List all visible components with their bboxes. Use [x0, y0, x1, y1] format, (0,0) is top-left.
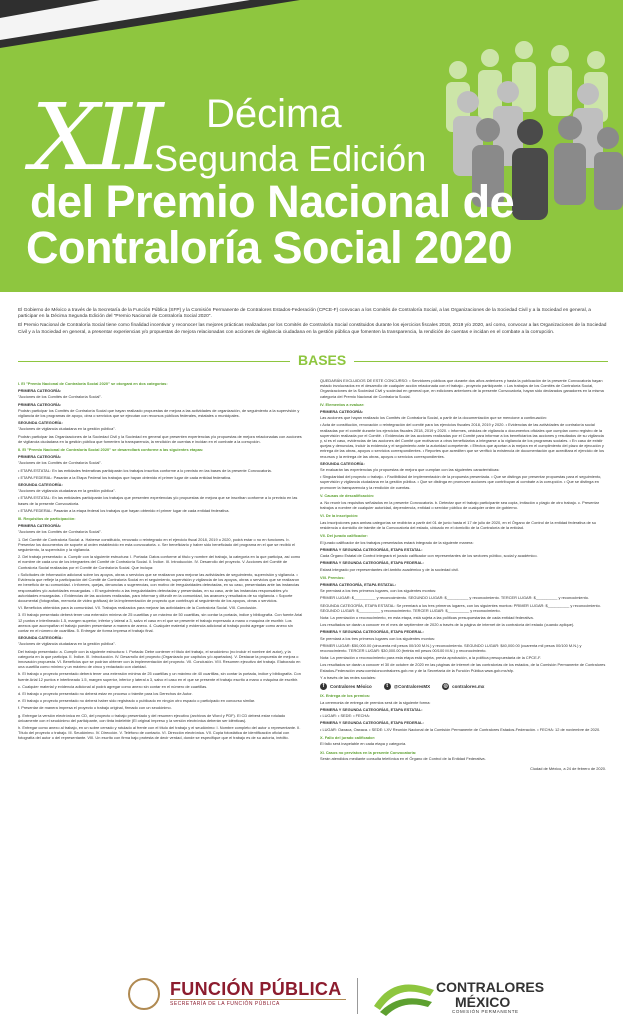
paragraph: PRIMER LUGAR: $50,000.00 (cincuenta mil pesos 00/100 M.N.) y reconocimiento. SEGUNDO LUGAR: $40,000.00 (cuarenta mil pesos 00/100 M.N.) y reconocimiento. TERCER LUGAR: $30,000.00 (treinta mil pesos 00/100 M.N.) y reconocimiento.	[320, 642, 582, 654]
section-heading: X. Fallo del jurado calificador:	[320, 734, 376, 740]
section-heading: XI. Casos no previstos en la presente Convocatoria:	[320, 749, 417, 755]
paragraph: Se premiará a los tres primeros lugares, con los siguientes montos:	[320, 588, 437, 594]
category-heading: PRIMERA Y SEGUNDA CATEGORÍAS, ETAPA ESTATAL:	[320, 546, 423, 552]
funcion-publica-subtitle: SECRETARÍA DE LA FUNCIÓN PÚBLICA	[170, 1001, 280, 1007]
paragraph: d. El trabajo o proyecto presentado no deberá estar en proceso o trámite para los Derechos de Autor.	[18, 690, 193, 696]
paragraph: • ETAPA FEDERAL: Pasarán a la etapa federal los trabajos que hayan obtenido el primer lugar de cada entidad federativa.	[18, 507, 230, 513]
social-label: @ContraloresMX	[393, 683, 431, 689]
category-heading: PRIMERA CATEGORÍA, ETAPA ESTATAL:	[320, 582, 397, 587]
section-heading: IX. Entrega de los premios:	[320, 693, 371, 699]
category-heading: PRIMERA CATEGORÍA:	[18, 454, 62, 460]
paragraph: Los resultados se darán a conocer el 30 de octubre de 2020 en las páginas de internet de las contralorías de los estados, de la Comisión Permanente de Contralores Estados-Federación www.comisioncontralores.gob.mx y de la Secretaría de la Función Pública www.gob.mx/sfp.	[320, 662, 606, 673]
section-heading: II. El "Premio Nacional de Contraloría Social 2020" se desarrollará conforme a las siguientes etapas:	[18, 447, 204, 453]
paragraph: QUEDARÁN EXCLUIDOS DE ESTE CONCURSO: • Servidores públicos que durante dos años anteriores y hasta la publicación de la presente Convocatoria hayan estado involucrados en el desarrollo de cualquier acción relacionada con el trabajo - proyecto participante. • Los trabajos de los Comités de Contraloría Social, Organizaciones de la Sociedad Civil y sociedad en general que, en ediciones anteriores de la presente Convocatoria, hayan sido declarados ganadores en la misma categoría del Premio Nacional de Contraloría Social.	[320, 378, 604, 399]
bases-title: BASES	[290, 352, 354, 368]
category-heading: PRIMERA Y SEGUNDA CATEGORÍAS, ETAPA FEDERAL:	[320, 629, 424, 635]
corner-decoration-dark	[0, 0, 100, 18]
paragraph: "Acciones de los Comités de Contraloría Social".	[18, 394, 102, 400]
paragraph: g. Entregar la versión electrónica en CD, del proyecto o trabajo presentado y del resumen ejecutivo (archivos de Word y PDF). El CD deberá estar rotulado únicamente con el seudónimo del participante, con tinta indeleble (El original impreso y la versión electrónica deberán ser idénticas).	[18, 712, 286, 723]
title-line-2: Segunda Edición	[154, 138, 427, 179]
category-heading: PRIMERA CATEGORÍA:	[18, 523, 62, 529]
funcion-publica-logo-text: FUNCIÓN PÚBLICA	[170, 979, 342, 999]
category-heading: SEGUNDA CATEGORÍA:	[18, 420, 63, 426]
paragraph: El jurado calificador de los trabajos presentados estará integrado de la siguiente manera:	[320, 539, 474, 545]
paragraph: Del trabajo presentado: a. Cumplir con la siguiente estructura: I. Portada: Debe contener el título del trabajo, el seudónimo (no incluir el nombre del autor), y la categoría en la que participa. II. Índice. III. Introducción. IV. Desarrollo del proyecto (Organizado por capítulos y/o apartados). V. Destacar la propuesta de mejora o innovación propuesta. VI. Beneficios que se podrían obtener con la implementación del proyecto. VII. Conclusión. VIII. Resumen ejecutivo del trabajo. Elaborado en una cuartilla como mínimo y un máximo de cinco y redactado con claridad.	[18, 648, 301, 670]
paragraph: "Acciones de vigilancia ciudadana en la gestión pública".	[18, 488, 116, 494]
category-heading: SEGUNDA CATEGORÍA:	[18, 635, 63, 641]
category-heading: SEGUNDA CATEGORÍA:	[320, 460, 365, 466]
paragraph: "Acciones de los Comités de Contraloría Social".	[18, 460, 102, 466]
paragraph: Estará integrado por representantes del ámbito académico y de la sociedad civil.	[320, 566, 460, 572]
title-line-3: del Premio Nacional de	[30, 176, 515, 227]
title-line-4: Contraloría Social 2020	[26, 222, 513, 273]
paragraph: Los resultados se darán a conocer en el mes de septiembre de 2020 a través de la página de internet de la contraloría del estado (cuando aplique).	[320, 622, 575, 628]
paragraph: f. Presentar de manera impresa el proyecto o trabajo original, firmado con un seudónimo.	[18, 705, 172, 711]
paragraph: SEGUNDA CATEGORÍA, ETAPA ESTATAL: Se premiará a los tres primeros lugares, con los siguientes montos: PRIMER LUGAR: $__________ y reconocimiento. SEGUNDO LUGAR: $__________ y reconocimiento. TERCER LUGAR: $__________ y reconocimiento.	[320, 602, 601, 613]
paragraph: "Acciones de vigilancia ciudadana en la gestión pública".	[18, 641, 116, 647]
logo-divider	[170, 999, 346, 1000]
intro-paragraph-1: El Gobierno de México a través de la Secretaría de la Función Pública (SFP) y la Comisión Permanente de Contralores Estados-Federación (CPCE-F) convocan a los Comités de Contraloría Social, a las Organizaciones de la Sociedad Civil y a la Sociedad en general, a participar en la Décima Segunda Edición del "Premio Nacional de Contraloría Social 2020".	[18, 308, 591, 320]
social-link[interactable]	[320, 683, 372, 690]
intro-paragraph-2: El Premio Nacional de Contraloría Social tiene como finalidad incentivar y reconocer las mejores prácticas realizadas por los Comités de Contraloría Social constituidos durante los ejercicios fiscales 2018, 2019 y/o 2020, así como, convocar a las Organizaciones de la Sociedad Civil y a la Sociedad en general, a presentar experiencias y/o propuestas de mejora relacionadas con acciones de vigilancia ciudadana en la gestión pública que fomenten la transparencia, la rendición de cuentas e incidan en el combate a la corrupción.	[18, 323, 607, 335]
contralores-swoosh-icon	[370, 976, 440, 1016]
paragraph: • LUGAR: Oaxaca, Oaxaca. • SEDE: LXV Reunión Nacional de la Comisión Permanente de Contralores Estados-Federación. • FECHA: 12 de noviembre de 2020.	[320, 726, 601, 732]
social-link[interactable]	[442, 683, 484, 690]
paragraph: Se premiará a los tres primeros lugares con los siguientes montos:	[320, 635, 436, 641]
paragraph: a. No reunir los requisitos señalados en la presente Convocatoria. b. Detectar que el trabajo participante sea copia, imitación o plagio de otro trabajo. c. Presentar trabajos a nombre de cualquier autoridad, dependencia, entidad o servidor público de cualquier orden de gobierno.	[320, 499, 599, 510]
right-column	[320, 378, 606, 771]
section-heading: IV. Elementos a evaluar:	[320, 401, 365, 407]
paragraph: La ceremonia de entrega de premios será de la siguiente forma:	[320, 699, 431, 705]
bases-header	[18, 354, 608, 368]
section-heading: III. Requisitos de participación:	[18, 516, 76, 522]
edition-roman-numeral: XII	[30, 84, 158, 191]
paragraph: • ETAPA ESTATAL: En las entidades participarán los trabajos que presenten experiencias y/o propuestas de mejora que se inscriban conforme a lo previsto en las bases de la presente Convocatoria.	[18, 495, 298, 506]
facebook-icon: f	[320, 683, 327, 690]
paragraph: 1. Del Comité de Contraloría Social: a. Haberse constituido, renovado o reintegrado en el ejercicio fiscal 2018, 2019 o 2020, podrá estar o no en funciones. b. Presentar los documentos de soporte al orden establecido en esta convocatoria. c. Ser beneficiario y haber sido beneficiado del programa en el que se recibió el seguimiento, la supervisión y la vigilancia.	[18, 536, 296, 553]
paragraph: Cada Órgano Estatal de Control integrará el jurado calificador con representantes de los sectores público, social y académico.	[320, 553, 538, 559]
paragraph: VI. Beneficios obtenidos para la comunidad. VII. Trabajos realizados para mejorar las actividades de la Contraloría Social. VIII. Conclusión.	[18, 605, 258, 611]
section-heading: VII. Del jurado calificador:	[320, 533, 368, 539]
paragraph: Serán atendidos mediante consulta telefónica en el Órgano de Control de la Entidad Federativa.	[320, 756, 486, 762]
category-heading: SEGUNDA CATEGORÍA:	[18, 482, 63, 488]
category-heading: PRIMERA CATEGORÍA:	[18, 401, 62, 407]
paragraph: "Acciones de vigilancia ciudadana en la gestión pública".	[18, 426, 116, 432]
mexico-logo-text: MÉXICO	[455, 994, 511, 1010]
paragraph: Las acciones que hayan realizado los Comités de Contraloría Social, a partir de la documentación que se mencione a continuación:	[320, 415, 547, 421]
paragraph: El fallo será inapelable en cada etapa y categoría.	[320, 741, 407, 747]
hero-banner	[0, 0, 623, 292]
right-column-main	[320, 378, 606, 680]
paragraph: c. Cualquier material y evidencia adicional al podrá agregar como anexo sin contar en el número de cuartillas.	[18, 683, 208, 689]
social-label: Contralores México	[330, 683, 372, 689]
date-line: Ciudad de México, a 24 de febrero de 2020.	[530, 765, 606, 771]
paragraph: h. Entregar como anexo al trabajo, en un sobre cerrado y rotulado al frente con el título del trabajo y el seudónimo: I. Nombre completo del autor o representante. II. Título del proyecto o trabajo. III. Seudónimo. IV. Dirección. V. Teléfono de contacto. VI. Dirección electrónica. VII. Copia fotostática de identificación oficial con fotografía del autor o del representante. VIII. Un escrito con firma bajo protesta de decir verdad, donde se especifique que el trabajo es de su autoría, inédito.	[18, 724, 301, 741]
paragraph: 2. Del trabajo presentado: a. Cumplir con la siguiente estructura: I. Portada: Datos conforme al título y nombre del trabajo, la categoría en la que participa, así como el nombre de cada uno de los integrantes del Comité de Contraloría Social. II. Índice. III. Introducción. IV. Desarrollo del proyecto. V. Acciones del Comité de Contraloría Social realizadas por el Comité de Contraloría Social. Que incluya:	[18, 554, 301, 570]
category-heading: PRIMERA Y SEGUNDA CATEGORÍAS, ETAPA ESTATAL:	[320, 706, 423, 712]
category-heading: PRIMERA Y SEGUNDA CATEGORÍAS, ETAPA FEDERAL:	[320, 720, 424, 726]
paragraph: e. El trabajo o proyecto presentado no deberá haber sido registrado o publicado en ningún otro espacio o participado en concurso similar.	[18, 698, 256, 704]
twitter-icon: t	[384, 683, 391, 690]
footer-divider	[357, 978, 358, 1014]
section-heading: I. El "Premio Nacional de Contraloría Social 2020" se otorgará en dos categorías:	[18, 381, 168, 386]
section-heading: VIII. Premios:	[320, 574, 345, 580]
paragraph: • ETAPA FEDERAL: Pasarán a la Etapa Federal los trabajos que hayan obtenido el primer lugar de cada entidad federativa.	[18, 474, 232, 480]
paragraph: "Acciones de los Comités de Contraloría Social".	[18, 529, 102, 535]
paragraph: Y a través de las redes sociales:	[320, 674, 376, 680]
paragraph: • Singularidad del proyecto o trabajo. • Factibilidad de implementación de la propuesta presentada. • Que se distinga por presentar propuestas para el seguimiento, supervisión y vigilancia ciudadana en la gestión pública. • Que se distinga en promover acciones que contribuyan al combate a la corrupción. • Que se distinga en promover la transparencia y la rendición de cuentas.	[320, 474, 602, 490]
category-heading: PRIMERA CATEGORÍA:	[18, 388, 62, 394]
section-heading: V. Causas de descalificación:	[320, 492, 375, 498]
intro-text	[18, 308, 608, 339]
paragraph: • LUGAR: • SEDE: • FECHA:	[320, 713, 370, 719]
right-column-tail	[320, 693, 606, 762]
paragraph: Nota: La premiación o reconocimiento para esta etapa está sujeta, previa aprobación, a la política presupuestaria de la CPCE-F.	[320, 655, 542, 661]
eagle-seal-icon	[128, 978, 160, 1010]
bases-columns	[18, 378, 608, 953]
paragraph: Se evaluarán las experiencias y/o propuestas de mejora que cumplan con las siguientes características:	[320, 467, 500, 473]
paragraph: 3. El trabajo presentado deberá tener una extensión mínima de 25 cuartillas y un máximo de 50 cuartillas, sin contar la portada, índice y bibliografía. Con fuente Arial 12 puntos e interlineado 1.5, margen superior, inferior y lateral a 3, salvo el caso en el que se presente el trabajo expresado a mano o maquina de escribir. Los anexos que acompañan el trabajo pueden presentarse a manera de anexo. 4. Cualquier material y evidencia adicional al trabajo podrá agregar como anexo sin contar en el número de cuartillas. 5. Entregar de forma impresa el trabajo final.	[18, 612, 303, 633]
category-heading: PRIMERA Y SEGUNDA CATEGORÍAS, ETAPA FEDERAL:	[320, 560, 424, 566]
social-label: contralores.mx	[452, 683, 485, 689]
section-heading: VI. De la inscripción:	[320, 512, 359, 518]
contralores-logo-text: CONTRALORES	[436, 979, 545, 995]
paragraph: Nota: La premiación o reconocimiento, en esta etapa, está sujeta a las políticas presupuestarias de cada entidad federativa.	[320, 615, 534, 621]
paragraph: • Acta de constitución, renovación o reintegración del comité para los ejercicios fiscales 2018, 2019 y 2020. • Evidencias de las actividades de contraloría social realizadas por el comité durante los ejercicios fiscales 2018, 2019 y 2020. • Informes, cédulas de vigilancia o documentos oficiales que cumplan como registro de la supervisión realizada por el Comité. • Evidencias de las acciones realizadas por el Comité para informar a los beneficiarios las acciones y resultados de su vigilancia y, si es el caso, evidencias de las acciones del Comité que motivaron a otros beneficiarios a integrarse a la vigilancia de los programas sociales. • En caso de existir quejas y denuncias, incluir la evidencia y el seguimiento ante la autoridad competente. • Efectos que aportan a la mejora en el cumplimiento del plazo de ejecución y entrega de las obras, apoyos o servicios correspondientes. • Reportes que acrediten que se verificó la existencia de documentación que acreditara el ejercicio de los recursos y la entrega de las obras, apoyos o servicios correspondientes.	[320, 422, 605, 459]
paragraph: Podrán participar las Organizaciones de la Sociedad Civil y la Sociedad en general que presenten experiencias y/o propuestas de mejora relacionadas con acciones de vigilancia ciudadana en la gestión pública que fomenten la transparencia, la rendición de cuentas e incidan en el combate a la corrupción.	[18, 433, 302, 444]
paragraph: Podrán participar los Comités de Contraloría Social que hayan realizado propuestas de mejora a las actividades de organización, de seguimiento a la supervisión y vigilancia de los programas de apoyo, obra o servicios que se ejecutan con recursos públicos federales, estatales o municipales.	[18, 407, 300, 419]
paragraph: b. El trabajo o proyecto presentado deberá tener una extensión mínima de 25 cuartillas y un máximo de 40 cuartillas, sin contar la portada, índice y bibliografía. Con fuente Arial 12 puntos e interlineado 1.5, margen superior, inferior y lateral a 3, salvo el caso en el que se presente el trabajo escrito a mano o máquina de escribir.	[18, 671, 301, 682]
social-links	[320, 683, 606, 690]
footer	[0, 970, 623, 1024]
paragraph: • ETAPA ESTATAL: En las entidades federativas participarán los trabajos inscritos conforme a lo previsto en las bases de la presente Convocatoria.	[18, 467, 272, 473]
left-column	[18, 378, 304, 743]
instagram-icon: ◎	[443, 683, 448, 690]
social-link[interactable]	[384, 683, 430, 690]
paragraph: PRIMER LUGAR: $__________ y reconocimiento. SEGUNDO LUGAR: $__________ y reconocimiento. TERCER LUGAR: $__________ y reconocimiento.	[320, 595, 589, 601]
paragraph: Las inscripciones para ambas categorías se recibirán a partir del 01 de junio hasta el 17 de julio de 2020, en el Órgano de Control de la entidad federativa de su residencia o domicilio de trámite de la Convocatoria del estado, ubicado en el domicilio de la Contraloría de la entidad.	[320, 519, 596, 530]
category-heading: PRIMERA CATEGORÍA:	[320, 409, 364, 415]
paragraph: • Solicitudes de información adicional sobre los apoyos, obras o servicios que se realizaron para mejorar las actividades de seguimiento, supervisión y vigilancia. • Evidencia que refleje la participación del Comité de Contraloría Social en el seguimiento, supervisión y vigilancia de los apoyos, obras o servicios que se realizaron en beneficio de su comunidad. • Informes, quejas, denuncias o sugerencias, con motivo de irregularidades detectadas, en su caso, presentadas ante las instancias responsables y/o autoridades encargadas. • El seguimiento a las irregularidades detectadas y presentadas, en su caso, ante las instancias responsables y/o autoridades encargadas. • Evidencias de las acciones realizadas, para informar y difundir en la comunidad, los avances y resultados de su vigilancia. • Soporte documental (fotografías, memoria de video gráficas) de la implementación de proyecto que contribuyó al seguimiento de los apoyos, obras o servicios.	[18, 571, 300, 603]
title-line-1: Décima	[206, 92, 342, 136]
comision-permanente-text: COMISIÓN PERMANENTE	[452, 1009, 519, 1014]
